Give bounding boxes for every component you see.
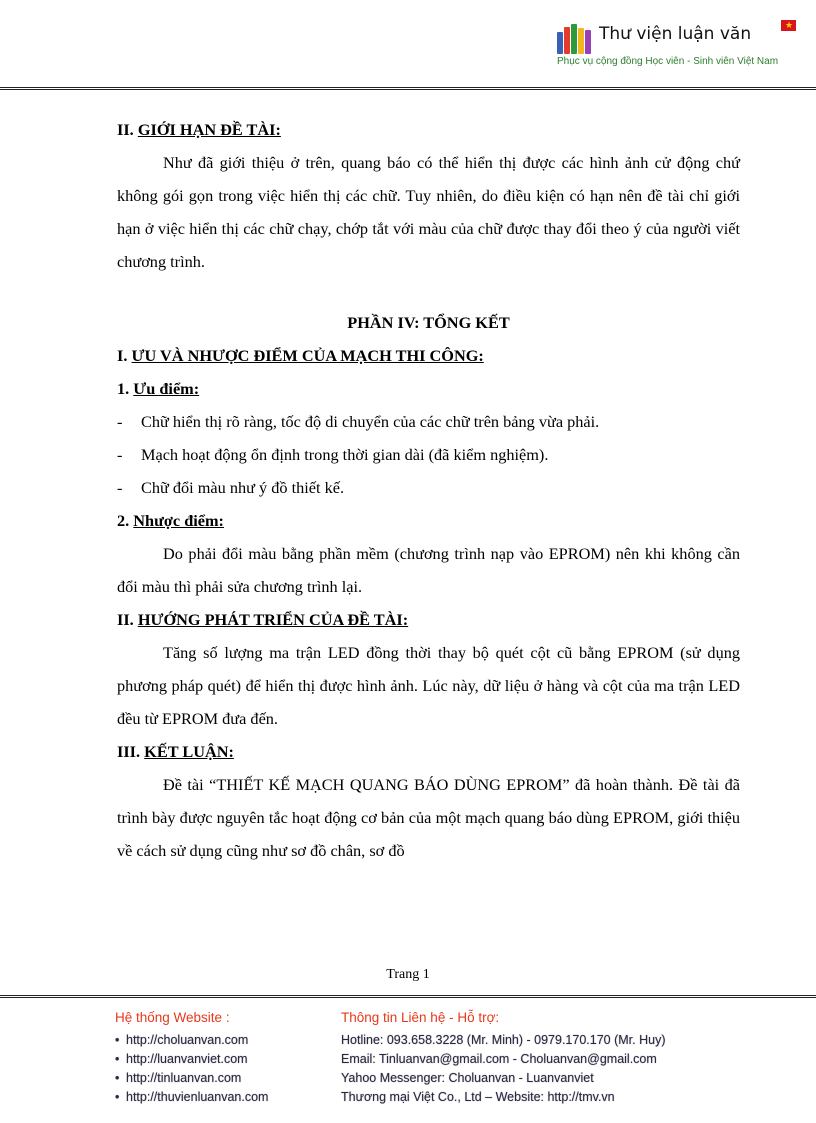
book-spine <box>585 30 591 54</box>
subsection-heading: 1. Ưu điểm: <box>117 379 200 398</box>
section-heading: III. KẾT LUẬN: <box>117 742 234 761</box>
website-link[interactable]: • http://thuvienluanvan.com <box>115 1090 269 1104</box>
paragraph: Như đã giới thiệu ở trên, quang báo có thể hiển thị được các hình ảnh cử động chứ không gói gọn trong việc hiển thị các chữ. Tuy nhiên, do điều kiện có hạn nên đề tài chỉ giới hạn ở việc hiển thị các chữ chạy, chớp tắt với màu của chữ được thay đổi theo ý của người viết chương trình. <box>117 153 740 271</box>
footer-divider <box>0 995 816 998</box>
page-header <box>0 0 816 95</box>
contact-line[interactable]: Thương mại Việt Co., Ltd – Website: http://tmv.vn <box>341 1090 615 1104</box>
document-body <box>117 113 740 867</box>
section-heading: II. HƯỚNG PHÁT TRIỂN CỦA ĐỀ TÀI: <box>117 610 409 629</box>
contact-line: Yahoo Messenger: Choluanvan - Luanvanviet <box>341 1071 594 1085</box>
list-item: - Chữ hiển thị rõ ràng, tốc độ di chuyển của các chữ trên bảng vừa phải. <box>117 412 600 431</box>
website-link[interactable]: • http://luanvanviet.com <box>115 1052 248 1066</box>
header-divider <box>0 87 816 90</box>
paragraph: Tăng số lượng ma trận LED đồng thời thay bộ quét cột cũ bằng EPROM (sử dụng phương pháp quét) để hiển thị được hình ảnh. Lúc này, dữ liệu ở hàng và cột của ma trận LED đều từ EPROM đưa đến. <box>117 643 740 728</box>
subsection-heading: 2. Nhược điểm: <box>117 511 224 530</box>
contact-line[interactable]: Email: Tinluanvan@gmail.com - Choluanvan@gmail.com <box>341 1052 657 1066</box>
website-link[interactable]: • http://choluanvan.com <box>115 1033 249 1047</box>
book-spine <box>578 28 584 54</box>
paragraph: Đề tài “THIẾT KẾ MẠCH QUANG BÁO DÙNG EPROM” đã hoàn thành. Đề tài đã trình bày được nguyên tắc hoạt động cơ bản của một mạch quang báo dùng EPROM, giới thiệu về cách sử dụng cũng như sơ đồ chân, sơ đồ <box>117 775 740 860</box>
vietnam-flag-icon: ★ <box>781 20 796 31</box>
logo-title: Thư viện luận văn <box>599 24 752 44</box>
footer-contacts <box>341 1008 665 1107</box>
book-spine <box>564 27 570 54</box>
site-logo[interactable] <box>555 18 805 73</box>
website-link[interactable]: • http://tinluanvan.com <box>115 1071 242 1085</box>
book-spine <box>557 32 563 54</box>
logo-subtitle: Phục vụ cộng đồng Học viên - Sinh viên Việt Nam <box>557 56 779 67</box>
part-title: PHẦN IV: TỔNG KẾT <box>347 313 510 332</box>
contact-line: Hotline: 093.658.3228 (Mr. Minh) - 0979.170.170 (Mr. Huy) <box>341 1033 666 1047</box>
footer-contact-title: Thông tin Liên hệ - Hỗ trợ: <box>341 1010 500 1025</box>
books-icon <box>557 24 593 54</box>
page-number: Trang 1 <box>386 967 430 982</box>
footer-websites <box>115 1008 268 1107</box>
section-heading: I. ƯU VÀ NHƯỢC ĐIỂM CỦA MẠCH THI CÔNG: <box>117 346 484 365</box>
book-spine <box>571 24 577 54</box>
paragraph: Do phải đổi màu bằng phần mềm (chương trình nạp vào EPROM) nên khi không cần đổi màu thì phải sửa chương trình lại. <box>117 544 740 596</box>
section-heading: II. GIỚI HẠN ĐỀ TÀI: <box>117 120 281 139</box>
footer-websites-title: Hệ thống Website : <box>115 1010 230 1025</box>
list-item: - Mạch hoạt động ổn định trong thời gian dài (đã kiểm nghiệm). <box>117 445 549 464</box>
list-item: - Chữ đổi màu như ý đồ thiết kế. <box>117 478 345 497</box>
